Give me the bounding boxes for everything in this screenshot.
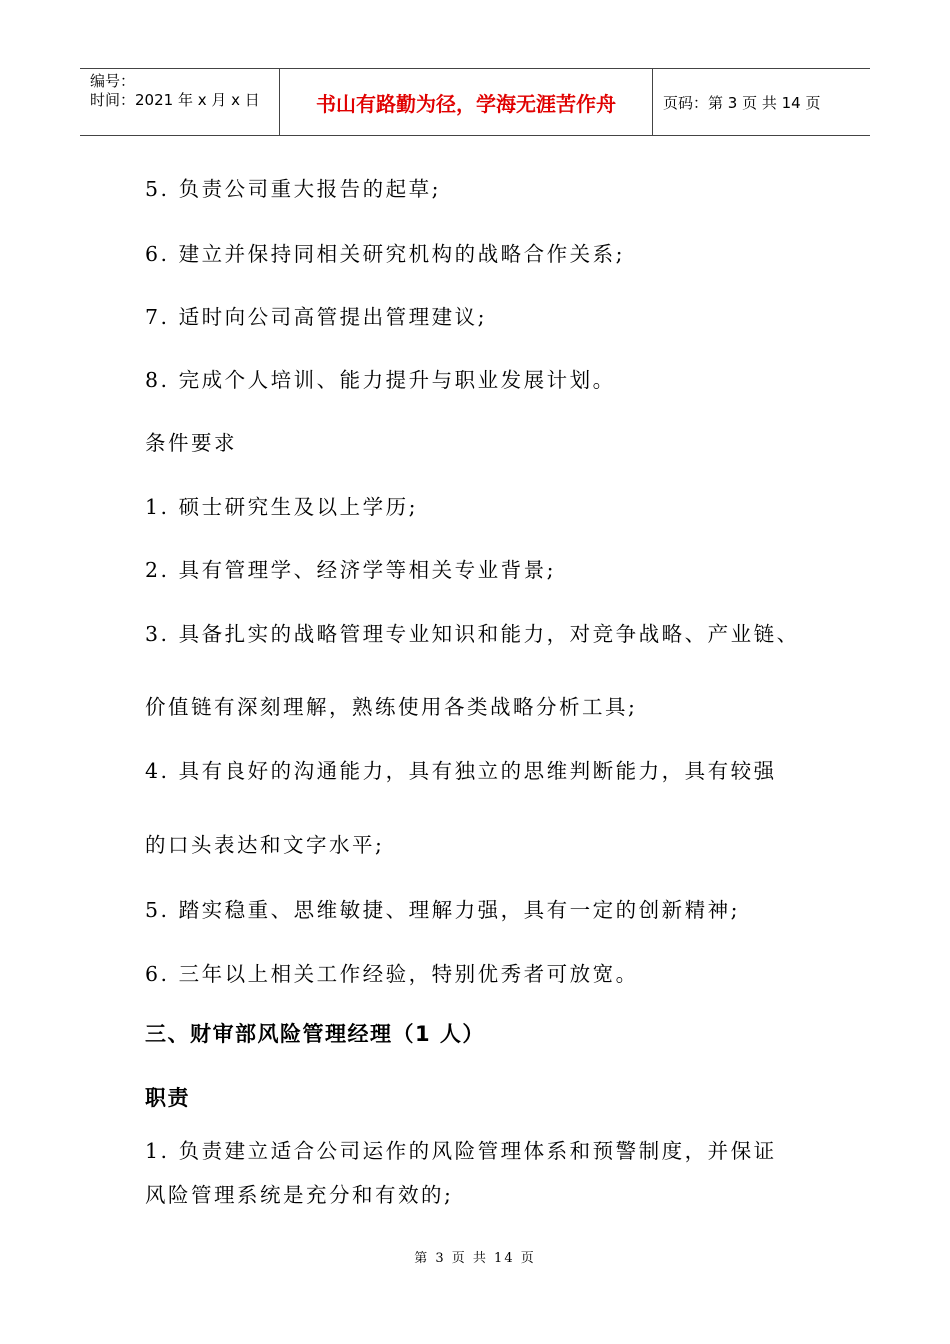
- page-header: [80, 68, 870, 136]
- body-line: 5. 踏实稳重、思维敏捷、理解力强，具有一定的创新精神;: [145, 898, 740, 922]
- body-line: 4. 具有良好的沟通能力，具有独立的思维判断能力，具有较强: [145, 759, 777, 783]
- document-number-label: 编号：: [90, 72, 136, 90]
- body-line: 5. 负责公司重大报告的起草;: [145, 177, 441, 201]
- body-line: 7. 适时向公司高管提出管理建议;: [145, 305, 487, 329]
- body-line: 价值链有深刻理解，熟练使用各类战略分析工具;: [145, 695, 638, 719]
- header-page-info: 页码：第 3 页 共 14 页: [663, 93, 821, 112]
- body-line: 6. 三年以上相关工作经验，特别优秀者可放宽。: [145, 962, 639, 986]
- header-motto: 书山有路勤为径，学海无涯苦作舟: [280, 69, 653, 135]
- body-line: 1. 硕士研究生及以上学历;: [145, 495, 418, 519]
- body-line: 的口头表达和文字水平;: [145, 833, 385, 857]
- document-date-label: 时间：2021 年 x 月 x 日: [90, 91, 260, 109]
- body-line: 1. 负责建立适合公司运作的风险管理体系和预警制度，并保证: [145, 1139, 777, 1163]
- body-line: 3. 具备扎实的战略管理专业知识和能力，对竞争战略、产业链、: [145, 622, 800, 646]
- body-line: 8. 完成个人培训、能力提升与职业发展计划。: [145, 368, 616, 392]
- body-line: 风险管理系统是充分和有效的;: [145, 1183, 454, 1207]
- duty-heading: 职责: [145, 1086, 190, 1110]
- body-line: 6. 建立并保持同相关研究机构的战略合作关系;: [145, 242, 625, 266]
- header-meta: [80, 69, 280, 135]
- page-footer: 第 3 页 共 14 页: [414, 1251, 536, 1266]
- section-heading: 三、财审部风险管理经理（1 人）: [145, 1022, 485, 1046]
- subsection-label: 条件要求: [145, 431, 237, 455]
- body-line: 2. 具有管理学、经济学等相关专业背景;: [145, 558, 556, 582]
